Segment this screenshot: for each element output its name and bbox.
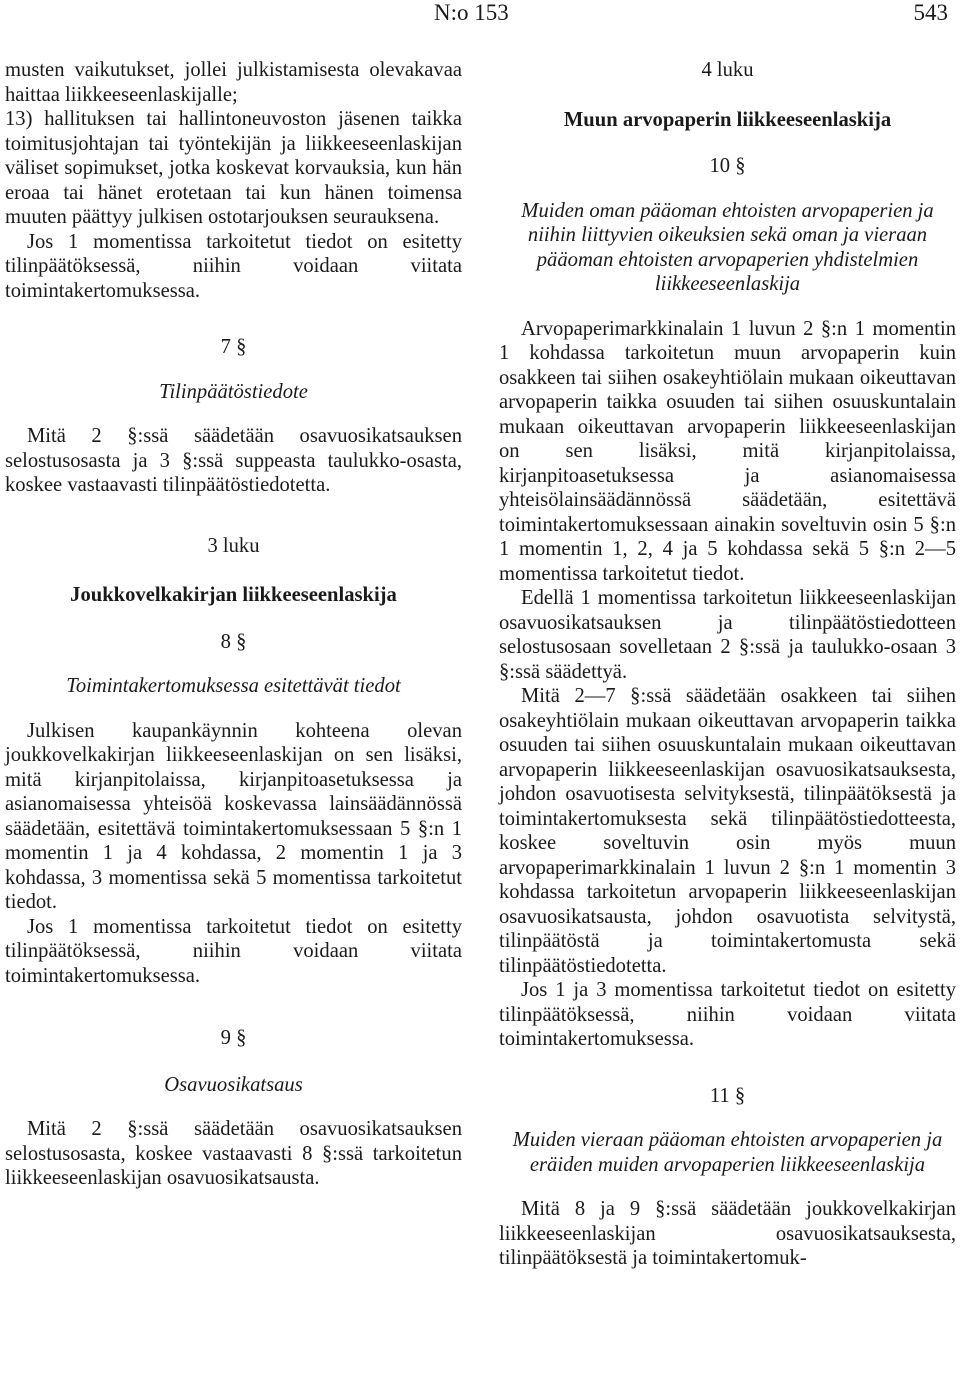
section-9-number: 9 § <box>220 1027 247 1049</box>
paragraph-item-13: 13) hallituksen tai hallintoneuvoston jäsenen taikka toimitusjohtajan tai työntekijän ja liikkeeseenlaskijan väliset sopimukset, jotka koskevat korvauksia, kun hän eroaa tai hänet erotetaan tai kun hänen toimensa muuten päättyy julkisen ostotarjouksen seurauksena. <box>5 108 462 228</box>
section-10-title: Muiden oman pääoman ehtoisten arvopaperien ja niihin liittyvien oikeuksien sekä oman ja vieraan pääoman ehtoisten arvopaperien yhdistelmien liikkeeseenlaskija <box>521 199 934 295</box>
section-8-paragraph-1: Julkisen kaupankäynnin kohteena olevan joukkovelkakirjan liikkeeseenlaskijan on sen lisäksi, mitä kirjanpitolaissa, kirjanpitoasetuksessa ja asianomaisessa yhteisöä koskevassa lainsäädännössä säädetään, esitettävä toimintakertomuksessaan 5 §:n 1 momentin 1 ja 4 kohdassa, 2 momentin 1 ja 3 kohdassa, 3 momentissa sekä 5 momentissa tarkoitetut tiedot. <box>5 719 462 913</box>
section-10-paragraph-3: Mitä 2—7 §:ssä säädetään osakkeen tai siihen osakeyhtiölain mukaan oikeuttavan arvopaperin taikka osuuden tai siihen osuuskuntalain mukaan oikeuttavan arvopaperin liikkeeseenlaskijan osavuosikatsauksesta, johdon osavuotisesta selvityksestä, tilinpäätöksestä ja toimintakertomuksesta sekä tilinpäätöstiedotteesta, koskee soveltuvin osin myös muun arvopaperimarkkinalain 1 luvun 2 §:n 1 momentin 3 kohdassa tarkoitetun arvopaperin liikkeeseenlaskijan osavuosikatsausta, johdon osavuotista selvitystä, tilinpäätöstä ja toimintakertomusta sekä tilinpäätöstiedotetta. <box>499 685 956 977</box>
paragraph-continuation: musten vaikutukset, jollei julkistamisesta olevakavaa haittaa liikkeeseenlaskijalle; <box>5 59 462 106</box>
chapter-4-title: Muun arvopaperin liikkeeseenlaskija <box>563 108 892 131</box>
section-11-number: 11 § <box>709 1084 746 1107</box>
section-10-paragraph-1: Arvopaperimarkkinalain 1 luvun 2 §:n 1 momentin 1 kohdassa tarkoitetun muun arvopaperin kuin osakkeen tai siihen osakeyhtiölain mukaan oikeuttavan arvopaperin taikka osuuden tai siihen osuuskuntalain mukaan oikeuttavan arvopaperin liikkeeseenlaskijan on sen lisäksi, mitä kirjanpitolaissa, kirjanpitoasetuksessa ja asianomaisessa yhteisölainsäädännössä säädetään, esitettävä toimintakertomuksessaan ainakin soveltuvin osin 5 §:n 1 momentin 1, 2, 4 ja 5 kohdassa sekä 5 §:n 2—5 momentissa tarkoitetut tiedot. <box>499 317 956 585</box>
chapter-3-title: Joukkovelkakirjan liikkeeseenlaskija <box>70 584 397 606</box>
section-8-title: Toimintakertomuksessa esitettävät tiedot <box>66 675 401 697</box>
section-11-paragraph-1: Mitä 8 ja 9 §:ssä säädetään joukkovelkakirjan liikkeeseenlaskijan osavuosikatsauksesta, tilinpäätöksestä ja toimintakertomuk- <box>499 1198 956 1269</box>
section-10-number: 10 § <box>709 155 746 177</box>
page-number: 543 <box>913 0 948 25</box>
section-10-paragraph-4: Jos 1 ja 3 momentissa tarkoitetut tiedot on esitetty tilinpäätöksessä, niihin voidaan viitata toimintakertomuksessa. <box>499 979 956 1050</box>
section-7-text: Mitä 2 §:ssä säädetään osavuosikatsauksen selostusosasta ja 3 §:ssä suppeasta taulukko-osasta, koskee vastaavasti tilinpäätöstiedotetta. <box>5 425 462 496</box>
chapter-4-number: 4 luku <box>701 59 754 81</box>
statute-number: N:o 153 <box>434 0 509 25</box>
section-7-title: Tilinpäätöstiedote <box>159 380 308 403</box>
section-7-number: 7 § <box>220 336 247 358</box>
section-9-title: Osavuosikatsaus <box>164 1073 303 1096</box>
right-column <box>499 58 956 1271</box>
section-8-paragraph-2: Jos 1 momentissa tarkoitetut tiedot on esitetty tilinpäätöksessä, niihin voidaan viitata toimintakertomuksessa. <box>5 915 462 987</box>
left-column <box>5 58 462 1191</box>
section-9-text: Mitä 2 §:ssä säädetään osavuosikatsauksen selostusosasta, koskee vastaavasti 8 §:ssä tarkoitetun liikkeeseenlaskijan osavuosikatsausta. <box>5 1118 462 1189</box>
section-11-title: Muiden vieraan pääoman ehtoisten arvopaperien ja eräiden muiden arvopaperien liikkeeseenlaskija <box>512 1129 943 1176</box>
section-10-paragraph-2: Edellä 1 momentissa tarkoitetun liikkeeseenlaskijan osavuosikatsauksen ja tilinpäätöstiedotteen selostusosaan sovelletaan 2 §:ssä ja taulukko-osaan 3 §:ssä säädettyä. <box>499 587 956 683</box>
paragraph-reference: Jos 1 momentissa tarkoitetut tiedot on esitetty tilinpäätöksessä, niihin voidaan viitata toimintakertomuksessa. <box>5 230 462 302</box>
page-header <box>0 0 960 30</box>
section-8-number: 8 § <box>220 630 247 653</box>
chapter-3-number: 3 luku <box>207 534 260 557</box>
